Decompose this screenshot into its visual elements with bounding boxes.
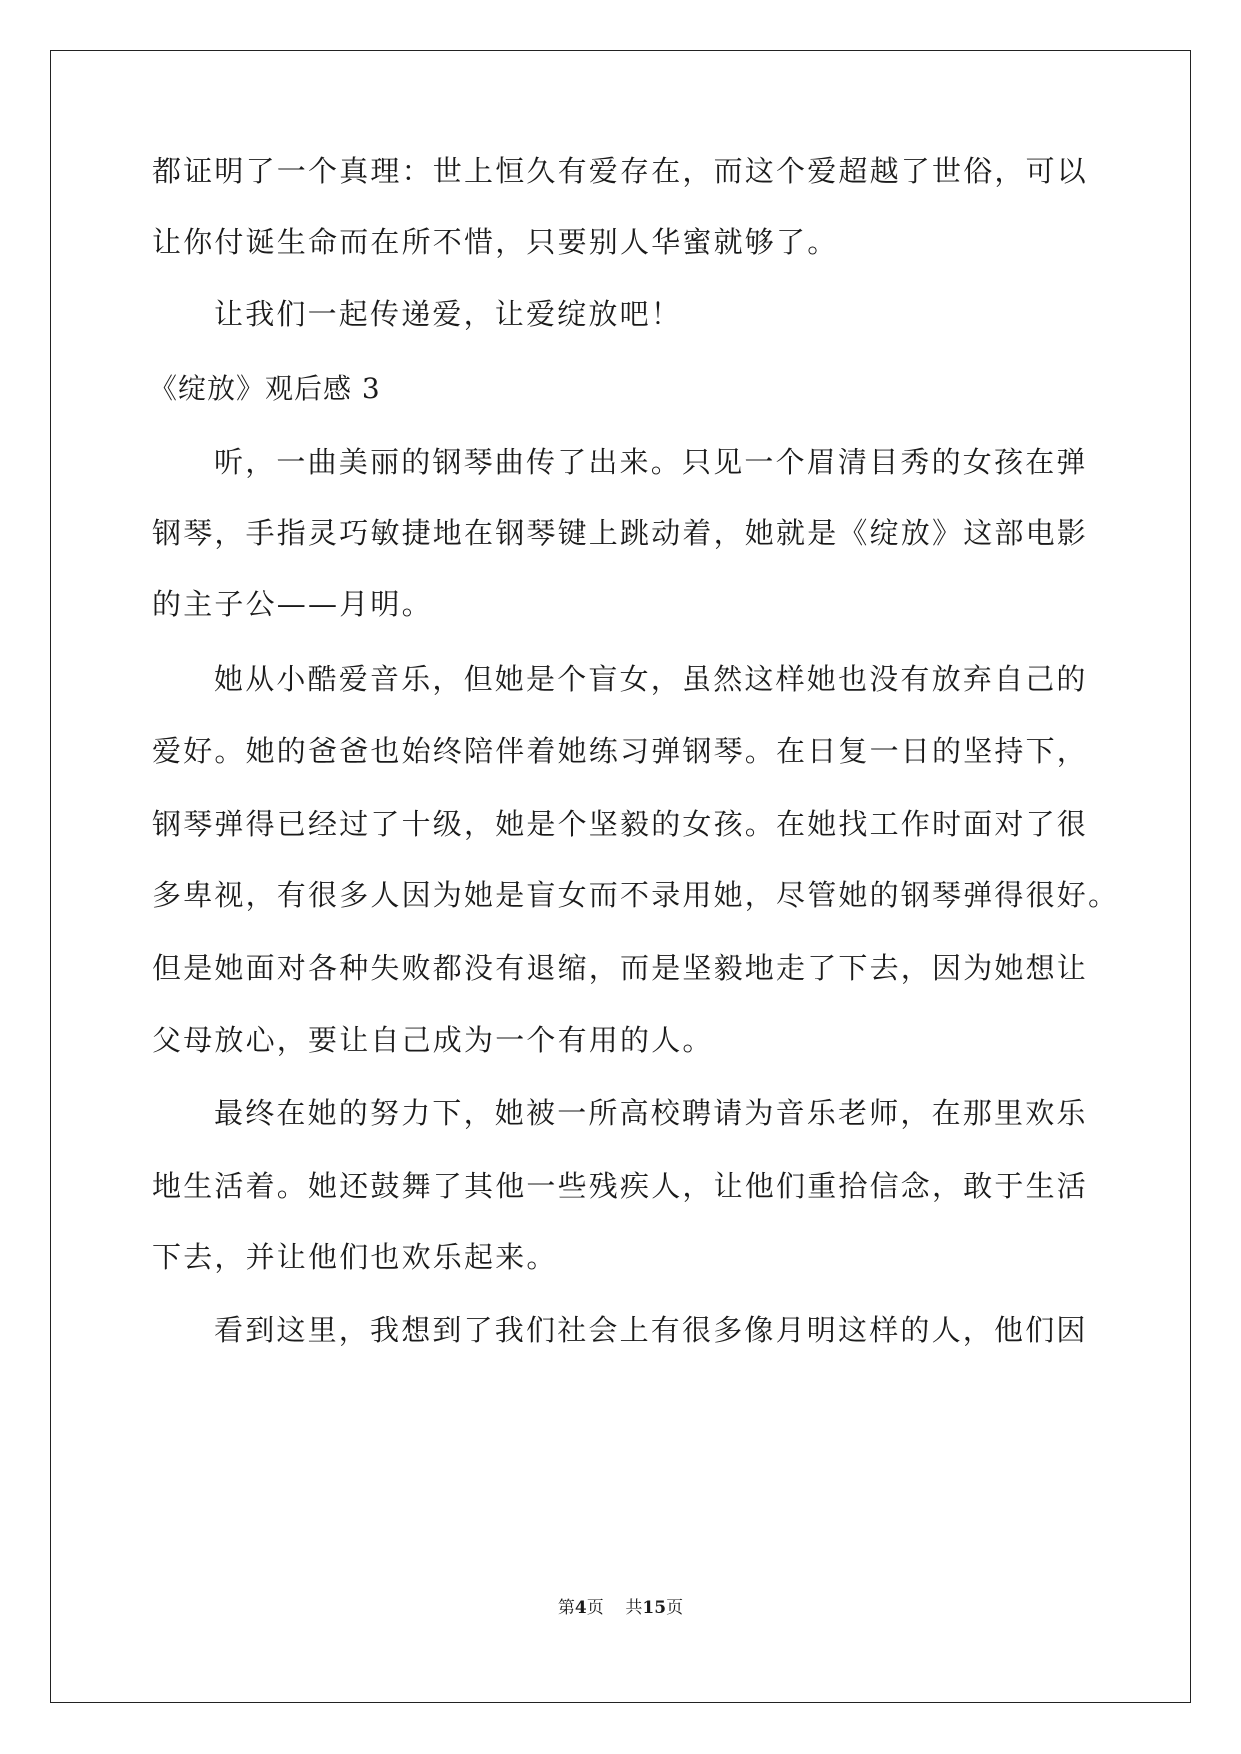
body-line: 爱好。她的爸爸也始终陪伴着她练习弹钢琴。在日复一日的坚持下， [152,734,1089,768]
body-line: 地生活着。她还鼓舞了其他一些残疾人，让他们重拾信念，敢于生活 [152,1169,1089,1203]
body-line: 看到这里，我想到了我们社会上有很多像月明这样的人，他们因 [214,1313,1088,1347]
footer-page-suffix: 页 [586,1598,604,1618]
page-footer [0,1596,1241,1620]
footer-total-suffix: 页 [666,1598,684,1618]
section-heading: 《绽放》观后感 3 [149,372,381,405]
body-line: 她从小酷爱音乐，但她是个盲女，虽然这样她也没有放弃自己的 [214,662,1088,696]
body-line: 钢琴，手指灵巧敏捷地在钢琴键上跳动着，她就是《绽放》这部电影 [152,516,1089,550]
body-line: 最终在她的努力下，她被一所高校聘请为音乐老师，在那里欢乐 [214,1096,1088,1130]
body-line: 但是她面对各种失败都没有退缩，而是坚毅地走了下去，因为她想让 [152,951,1089,985]
footer-total-prefix: 共 [625,1598,643,1618]
body-line: 都证明了一个真理：世上恒久有爱存在，而这个爱超越了世俗，可以 [152,154,1089,188]
total-pages: 15 [642,1598,667,1618]
footer-prefix: 第 [557,1598,575,1618]
body-line: 让你付诞生命而在所不惜，只要别人华蜜就够了。 [152,225,839,259]
body-line: 下去，并让他们也欢乐起来。 [152,1240,558,1274]
body-line: 听，一曲美丽的钢琴曲传了出来。只见一个眉清目秀的女孩在弹 [214,445,1088,479]
body-line: 的主子公——月明。 [152,587,433,621]
page-number: 4 [574,1598,587,1618]
body-line: 让我们一起传递爱，让爱绽放吧！ [214,297,683,331]
body-line: 钢琴弹得已经过了十级，她是个坚毅的女孩。在她找工作时面对了很 [152,807,1089,841]
body-line: 父母放心，要让自己成为一个有用的人。 [152,1023,714,1057]
body-line: 多卑视，有很多人因为她是盲女而不录用她，尽管她的钢琴弹得很好。 [152,878,1120,912]
